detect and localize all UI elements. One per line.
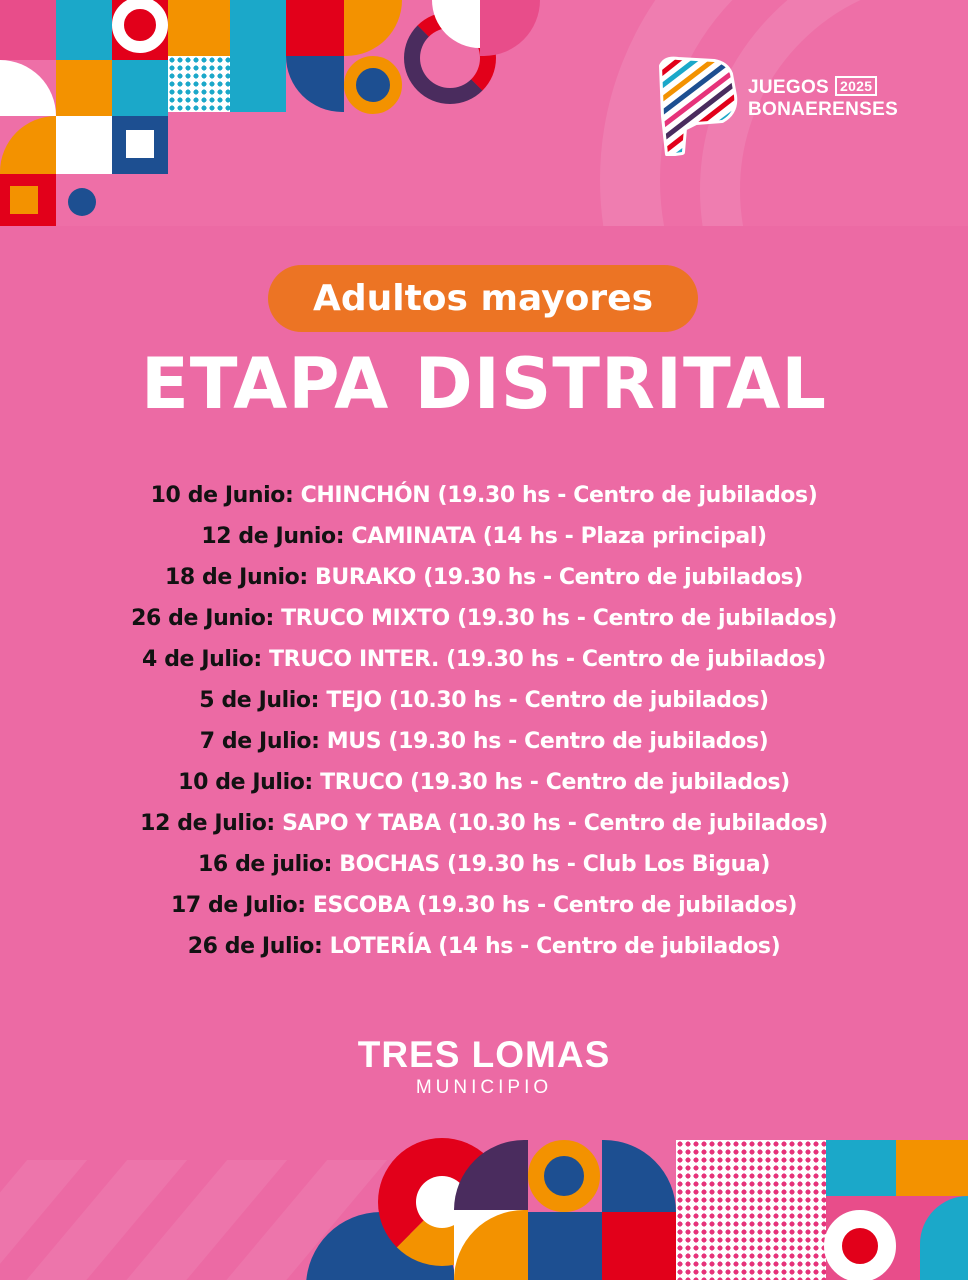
deco-ring xyxy=(824,1210,896,1280)
schedule-item xyxy=(0,639,968,680)
deco-tile xyxy=(826,1140,896,1196)
deco-tile xyxy=(168,0,230,56)
deco-tile xyxy=(56,116,112,174)
schedule-date: 5 de Julio: xyxy=(199,688,320,713)
deco-dotted-tile xyxy=(676,1140,826,1280)
schedule-item xyxy=(0,721,968,762)
schedule-date: 26 de Julio: xyxy=(187,934,323,959)
schedule-activity: LOTERÍA (14 hs - Centro de jubilados) xyxy=(329,934,781,959)
schedule-date: 12 de Junio: xyxy=(201,524,345,549)
schedule-item xyxy=(0,844,968,885)
schedule-activity: CHINCHÓN (19.30 hs - Centro de jubilados) xyxy=(300,483,818,508)
juegos-bonaerenses-logo xyxy=(656,56,916,156)
schedule-date: 17 de Julio: xyxy=(170,893,306,918)
schedule-date: 4 de Julio: xyxy=(142,647,262,672)
schedule-item xyxy=(0,926,968,967)
schedule-date: 26 de Junio: xyxy=(131,606,274,631)
schedule-activity: SAPO Y TABA (10.30 hs - Centro de jubilados) xyxy=(282,811,828,836)
deco-tile xyxy=(528,1212,602,1280)
schedule-activity: TRUCO MIXTO (19.30 hs - Centro de jubilados) xyxy=(281,606,837,631)
schedule-date: 12 de Julio: xyxy=(140,811,275,836)
municipality-name: TRES LOMAS xyxy=(357,1034,611,1075)
schedule-item xyxy=(0,598,968,639)
schedule-item xyxy=(0,885,968,926)
schedule-date: 16 de julio: xyxy=(198,852,332,877)
schedule-activity: BOCHAS (19.30 hs - Club Los Bigua) xyxy=(339,852,770,877)
category-badge: Adultos mayores xyxy=(268,265,698,332)
schedule-date: 18 de Junio: xyxy=(164,565,308,590)
schedule-item xyxy=(0,680,968,721)
deco-square xyxy=(126,130,154,158)
schedule-item xyxy=(0,557,968,598)
municipality-logo xyxy=(0,1034,968,1100)
schedule-activity: ESCOBA (19.30 hs - Centro de jubilados) xyxy=(312,893,798,918)
schedule-list xyxy=(0,475,968,967)
page-title: ETAPA DISTRITAL xyxy=(140,343,828,425)
logo-line-1: JUEGOS xyxy=(748,77,829,98)
schedule-activity: TRUCO (19.30 hs - Centro de jubilados) xyxy=(320,770,790,795)
deco-dot xyxy=(68,188,96,216)
schedule-activity: BURAKO (19.30 hs - Centro de jubilados) xyxy=(315,565,804,590)
logo-year: 2025 xyxy=(835,76,877,96)
schedule-date: 10 de Junio: xyxy=(150,483,294,508)
schedule-item xyxy=(0,475,968,516)
schedule-activity: MUS (19.30 hs - Centro de jubilados) xyxy=(326,729,769,754)
deco-tile xyxy=(56,60,112,116)
deco-square xyxy=(10,186,38,214)
deco-tile xyxy=(602,1140,676,1212)
schedule-item xyxy=(0,516,968,557)
municipality-subtitle: MUNICIPIO xyxy=(415,1077,553,1098)
logo-line-2: BONAERENSES xyxy=(748,99,899,120)
schedule-activity: TEJO (10.30 hs - Centro de jubilados) xyxy=(326,688,769,713)
schedule-date: 10 de Julio: xyxy=(178,770,313,795)
deco-tile xyxy=(230,0,286,112)
deco-tile xyxy=(896,1140,968,1196)
deco-ring xyxy=(344,56,402,114)
schedule-date: 7 de Julio: xyxy=(199,729,320,754)
deco-tile xyxy=(286,0,344,56)
logo-wordmark xyxy=(748,76,898,121)
deco-tile xyxy=(56,0,112,60)
schedule-item xyxy=(0,762,968,803)
deco-dotted-tile xyxy=(168,56,230,112)
schedule-item xyxy=(0,803,968,844)
deco-ring xyxy=(528,1140,600,1212)
deco-tile xyxy=(602,1212,676,1280)
deco-tile xyxy=(0,0,56,60)
schedule-activity: TRUCO INTER. (19.30 hs - Centro de jubilados) xyxy=(269,647,826,672)
province-map-icon xyxy=(656,56,738,156)
schedule-activity: CAMINATA (14 hs - Plaza principal) xyxy=(351,524,767,549)
deco-tile xyxy=(112,60,168,116)
